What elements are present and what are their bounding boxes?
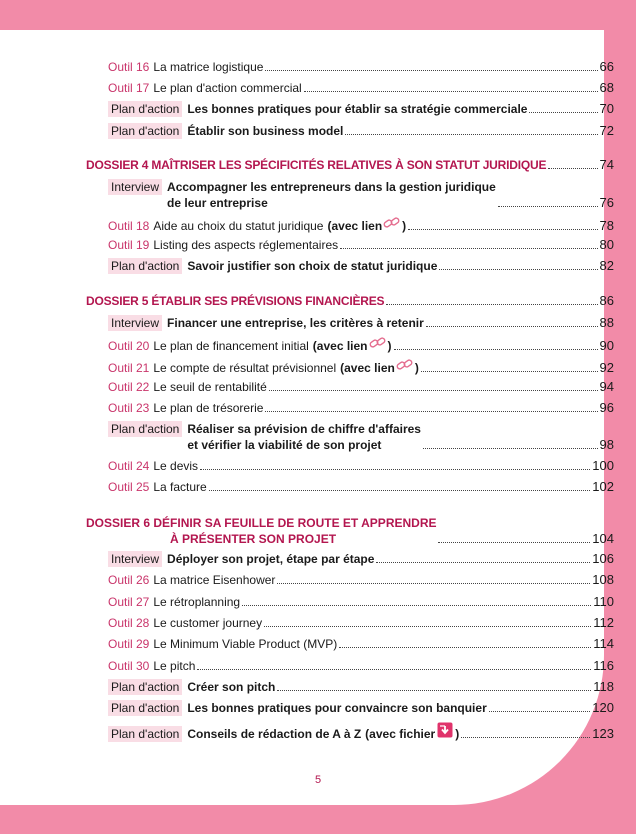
entry-title-line1: Accompagner les entrepreneurs dans la gestion juridique xyxy=(167,180,496,194)
page-number: 5 xyxy=(314,774,322,786)
toc-entry[interactable] xyxy=(108,658,614,674)
entry-page: 82 xyxy=(599,258,614,273)
leader-dots xyxy=(386,304,597,305)
entry-title: Le plan de financement initial xyxy=(153,339,309,353)
entry-label: Outil 27 xyxy=(108,595,150,609)
entry-page: 92 xyxy=(599,360,614,375)
link-icon[interactable] xyxy=(383,216,401,234)
entry-title: Le customer journey xyxy=(153,616,263,630)
entry-title: Le rétroplanning xyxy=(153,595,241,609)
entry-label: Outil 23 xyxy=(108,401,150,415)
entry-label: Outil 26 xyxy=(108,573,150,587)
entry-label: Plan d'action xyxy=(108,679,182,695)
entry-label: Outil 24 xyxy=(108,459,150,473)
entry-title: Le compte de résultat prévisionnel xyxy=(153,361,337,375)
entry-page: 70 xyxy=(599,101,614,116)
entry-label: Plan d'action xyxy=(108,258,182,274)
toc-entry[interactable] xyxy=(108,179,614,211)
toc-entry[interactable] xyxy=(108,572,614,588)
entry-label: Plan d'action xyxy=(108,726,182,742)
entry-title: Le devis xyxy=(153,459,199,473)
entry-label: Outil 28 xyxy=(108,616,150,630)
entry-page: 88 xyxy=(599,315,614,330)
entry-page: 94 xyxy=(599,379,614,394)
entry-label: Outil 25 xyxy=(108,480,150,494)
entry-label: Outil 29 xyxy=(108,637,150,651)
entry-page: 68 xyxy=(599,80,614,95)
entry-label: Outil 30 xyxy=(108,659,150,673)
entry-label: Plan d'action xyxy=(108,421,182,437)
entry-page: 72 xyxy=(599,123,614,138)
entry-page: 98 xyxy=(599,437,614,452)
toc-entry[interactable] xyxy=(108,594,614,610)
entry-title: La matrice Eisenhower xyxy=(153,573,276,587)
entry-title: Les bonnes pratiques pour établir sa stratégie commerciale xyxy=(187,102,528,116)
entry-title: Le plan d'action commercial xyxy=(153,81,302,95)
toc-entry[interactable] xyxy=(108,216,614,234)
entry-page: 66 xyxy=(599,59,614,74)
entry-title: Le plan de trésorerie xyxy=(153,401,264,415)
entry-page: 76 xyxy=(599,195,614,210)
leader-dots xyxy=(439,269,597,270)
entry-title: Financer une entreprise, les critères à retenir xyxy=(167,316,424,330)
leader-dots xyxy=(394,349,598,350)
leader-dots xyxy=(489,711,591,712)
entry-label: Interview xyxy=(108,315,162,331)
toc-entry[interactable] xyxy=(108,479,614,495)
entry-label: Interview xyxy=(108,551,162,567)
entry-title: Conseils de rédaction de A à Z xyxy=(187,727,362,741)
leader-dots xyxy=(200,469,590,470)
leader-dots xyxy=(408,229,597,230)
entry-page: 80 xyxy=(599,237,614,252)
entry-title: La facture xyxy=(153,480,207,494)
entry-page: 96 xyxy=(599,400,614,415)
entry-title: Le pitch xyxy=(153,659,196,673)
entry-label: Outil 16 xyxy=(108,60,150,74)
leader-dots xyxy=(421,371,598,372)
entry-page: 78 xyxy=(599,218,614,233)
toc-entry[interactable] xyxy=(108,237,614,253)
entry-label: Plan d'action xyxy=(108,700,182,716)
toc-dossier-heading[interactable] xyxy=(86,515,614,547)
entry-label: Outil 20 xyxy=(108,339,150,353)
dossier-title: DOSSIER 5 ÉTABLIR SES PRÉVISIONS FINANCIÈRES xyxy=(86,294,385,308)
entry-extra-close: ) xyxy=(402,219,407,233)
entry-title: Listing des aspects réglementaires xyxy=(153,238,339,252)
entry-extra: (avec lien xyxy=(312,339,368,353)
entry-page: 112 xyxy=(593,615,614,630)
toc-entry[interactable] xyxy=(108,458,614,474)
toc-entry[interactable] xyxy=(108,336,614,354)
toc-entry[interactable] xyxy=(108,679,614,695)
entry-label: Outil 19 xyxy=(108,238,150,252)
toc-entry[interactable] xyxy=(108,80,614,96)
leader-dots xyxy=(340,248,597,249)
toc-entry[interactable] xyxy=(108,421,614,453)
entry-title: La matrice logistique xyxy=(153,60,264,74)
leader-dots xyxy=(242,605,591,606)
entry-title: Créer son pitch xyxy=(187,680,276,694)
leader-dots xyxy=(304,91,598,92)
entry-title-line2: et vérifier la viabilité de son projet xyxy=(187,438,382,452)
toc-entry[interactable] xyxy=(108,123,614,139)
link-icon[interactable] xyxy=(396,358,414,376)
toc-entry[interactable] xyxy=(108,315,614,331)
entry-page: 100 xyxy=(592,458,614,473)
toc-entry[interactable] xyxy=(108,400,614,416)
entry-page: 108 xyxy=(592,572,614,587)
dossier-title: DOSSIER 4 MAÎTRISER LES SPÉCIFICITÉS RELATIVES À SON STATUT JURIDIQUE xyxy=(86,158,547,172)
entry-page: 120 xyxy=(592,700,614,715)
entry-title: Le seuil de rentabilité xyxy=(153,380,267,394)
dossier-title-line1: DOSSIER 6 DÉFINIR SA FEUILLE DE ROUTE ET APPRENDRE xyxy=(86,516,437,530)
entry-extra: (avec lien xyxy=(327,219,383,233)
leader-dots xyxy=(548,168,597,169)
toc-entry[interactable] xyxy=(108,615,614,631)
toc-entry[interactable] xyxy=(108,101,614,117)
entry-extra-close: ) xyxy=(414,361,419,375)
entry-page: 90 xyxy=(599,338,614,353)
leader-dots xyxy=(264,626,591,627)
entry-extra: (avec fichier xyxy=(365,727,436,741)
entry-title: Aide au choix du statut juridique xyxy=(153,219,324,233)
toc-entry[interactable] xyxy=(108,358,614,376)
toc-entry[interactable] xyxy=(108,722,614,742)
entry-title: Déployer son projet, étape par étape xyxy=(167,552,375,566)
entry-title-line1: Réaliser sa prévision de chiffre d'affaires xyxy=(187,422,421,436)
entry-label: Outil 21 xyxy=(108,361,150,375)
leader-dots xyxy=(345,134,597,135)
leader-dots xyxy=(265,70,597,71)
leader-dots xyxy=(265,411,597,412)
entry-label: Outil 22 xyxy=(108,380,150,394)
entry-page: 110 xyxy=(593,594,614,609)
toc-entry[interactable] xyxy=(108,258,614,274)
entry-page: 114 xyxy=(593,636,614,651)
leader-dots xyxy=(426,326,598,327)
leader-dots xyxy=(438,542,590,543)
leader-dots xyxy=(209,490,591,491)
entry-page: 106 xyxy=(592,551,614,566)
toc-entry[interactable] xyxy=(108,636,614,652)
entry-title: Établir son business model xyxy=(187,124,344,138)
dossier-title-line2: À PRÉSENTER SON PROJET xyxy=(170,532,337,546)
entry-page: 116 xyxy=(593,658,614,673)
toc-entry[interactable] xyxy=(108,379,614,395)
leader-dots xyxy=(197,669,591,670)
entry-label: Plan d'action xyxy=(108,123,182,139)
leader-dots xyxy=(376,562,590,563)
download-file-icon[interactable] xyxy=(437,722,453,742)
toc-entry[interactable] xyxy=(108,551,614,567)
entry-page: 123 xyxy=(592,726,614,741)
entry-page: 74 xyxy=(599,157,614,172)
toc-entry[interactable] xyxy=(108,700,614,716)
leader-dots xyxy=(529,112,597,113)
entry-extra: (avec lien xyxy=(340,361,395,375)
entry-title: Les bonnes pratiques pour convaincre son banquier xyxy=(187,701,487,715)
toc-entry[interactable] xyxy=(108,59,614,75)
entry-title-line2: de leur entreprise xyxy=(167,196,268,210)
leader-dots xyxy=(461,737,590,738)
entry-page: 86 xyxy=(599,293,614,308)
entry-title: Le Minimum Viable Product (MVP) xyxy=(153,637,338,651)
leader-dots xyxy=(423,448,598,449)
entry-label: Outil 18 xyxy=(108,219,150,233)
leader-dots xyxy=(277,583,590,584)
entry-label: Interview xyxy=(108,179,162,195)
entry-extra-close: ) xyxy=(387,339,392,353)
entry-label: Plan d'action xyxy=(108,101,182,117)
toc-dossier-heading[interactable] xyxy=(86,157,614,173)
leader-dots xyxy=(269,390,598,391)
leader-dots xyxy=(277,690,591,691)
entry-extra-close: ) xyxy=(455,727,460,741)
link-icon[interactable] xyxy=(369,336,387,354)
entry-page: 104 xyxy=(592,531,614,546)
toc-dossier-heading[interactable] xyxy=(86,293,614,309)
entry-page: 102 xyxy=(592,479,614,494)
entry-label: Outil 17 xyxy=(108,81,150,95)
entry-page: 118 xyxy=(593,679,614,694)
leader-dots xyxy=(498,206,598,207)
entry-title: Savoir justifier son choix de statut juridique xyxy=(187,259,438,273)
leader-dots xyxy=(339,647,591,648)
